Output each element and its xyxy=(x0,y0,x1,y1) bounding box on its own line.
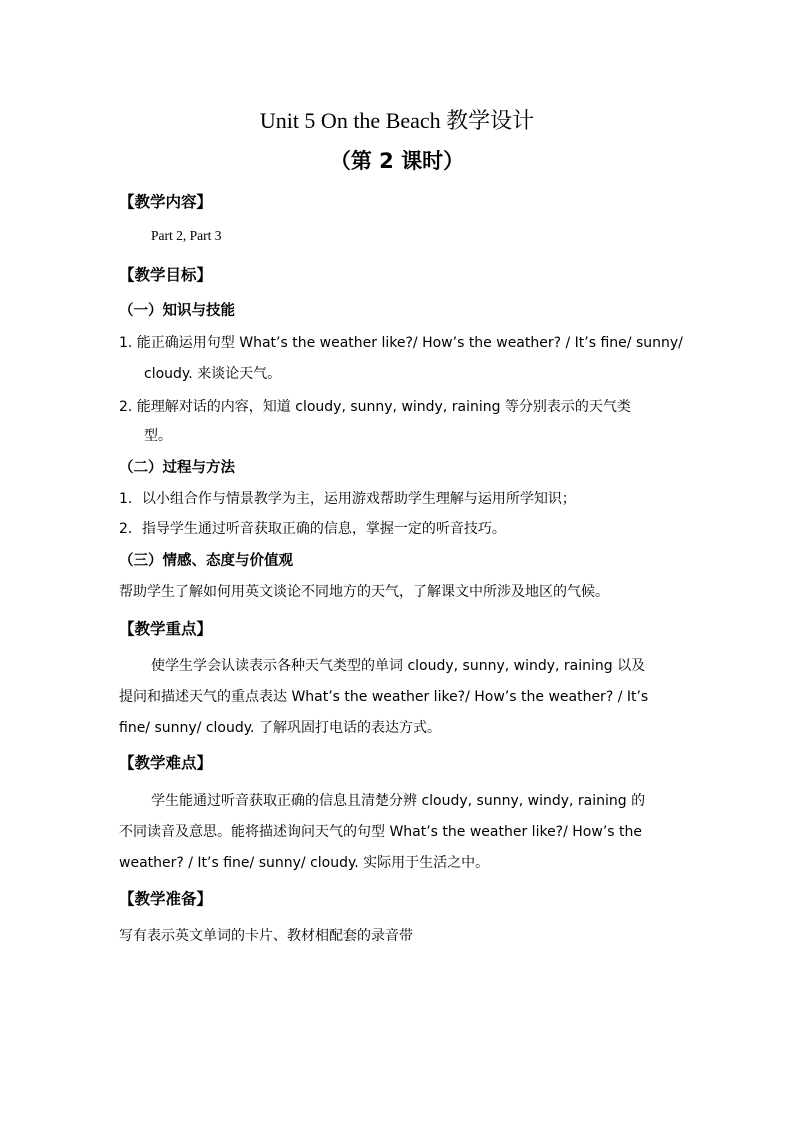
content-text: Part 2, Part 3 xyxy=(151,228,222,243)
section-heading-preparation: 【教学准备】 xyxy=(119,890,213,908)
key-points-line-3: fine/ sunny/ cloudy. 了解巩固打电话的表达方式。 xyxy=(119,720,441,736)
preparation-text: 写有表示英文单词的卡片、教材相配套的录音带 xyxy=(119,928,413,944)
document-title: Unit 5 On the Beach 教学设计 xyxy=(259,108,535,133)
section-heading-difficulties: 【教学难点】 xyxy=(119,754,213,772)
knowledge-item-2-line-2: 型。 xyxy=(144,428,172,444)
difficulties-line-2: 不同读音及意思。能将描述询问天气的句型 What’s the weather like?/ How’s the xyxy=(119,824,642,840)
subheading-knowledge: （一）知识与技能 xyxy=(119,303,235,319)
section-heading-objectives: 【教学目标】 xyxy=(119,266,213,284)
process-item-1: 1．以小组合作与情景教学为主，运用游戏帮助学生理解与运用所学知识； xyxy=(119,491,576,507)
section-heading-content: 【教学内容】 xyxy=(119,193,213,211)
knowledge-item-1-line-2: cloudy. 来谈论天气。 xyxy=(144,366,282,382)
document-subtitle: （第 2 课时） xyxy=(329,149,465,173)
difficulties-line-1: 学生能通过听音获取正确的信息且清楚分辨 cloudy, sunny, windy, raining 的 xyxy=(151,793,646,809)
process-item-2: 2．指导学生通过听音获取正确的信息，掌握一定的听音技巧。 xyxy=(119,521,506,537)
difficulties-line-3: weather? / It’s fine/ sunny/ cloudy. 实际用于生活之中。 xyxy=(119,855,490,871)
subheading-process: （二）过程与方法 xyxy=(119,460,235,476)
section-heading-key-points: 【教学重点】 xyxy=(119,620,213,638)
key-points-line-1: 使学生学会认读表示各种天气类型的单词 cloudy, sunny, windy, raining 以及 xyxy=(151,658,646,674)
knowledge-item-1-line-1: 1. 能正确运用句型 What’s the weather like?/ How’s the weather? / It’s fine/ sunny/ xyxy=(119,335,683,351)
subheading-emotion: （三）情感、态度与价值观 xyxy=(119,553,293,569)
emotion-text: 帮助学生了解如何用英文谈论不同地方的天气，了解课文中所涉及地区的气候。 xyxy=(119,584,609,600)
knowledge-item-2-line-1: 2. 能理解对话的内容，知道 cloudy, sunny, windy, raining 等分别表示的天气类 xyxy=(119,399,631,415)
key-points-line-2: 提问和描述天气的重点表达 What’s the weather like?/ How’s the weather? / It’s xyxy=(119,689,649,705)
